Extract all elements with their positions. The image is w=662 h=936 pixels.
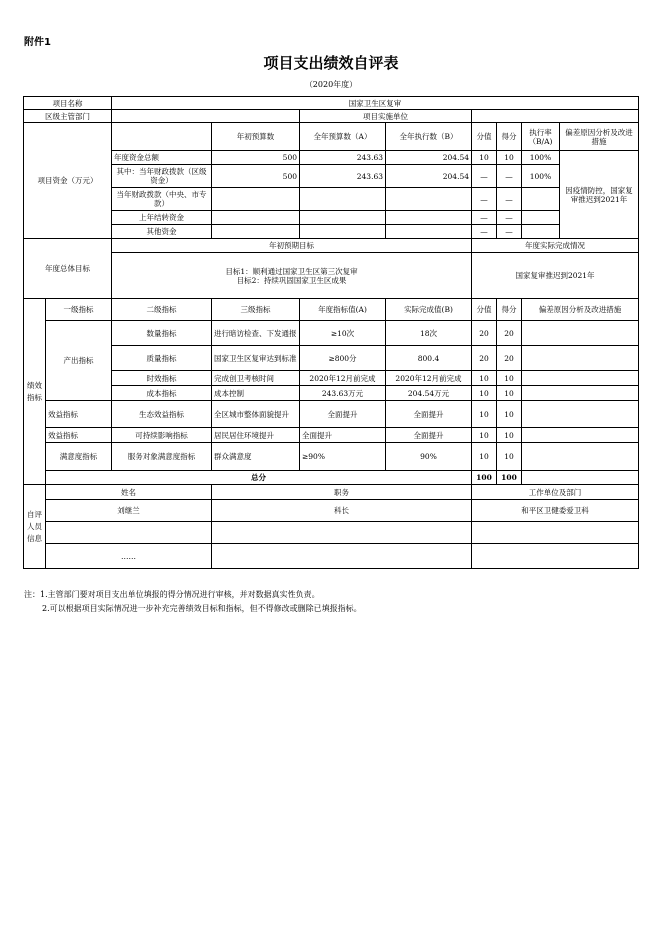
funds-row-value: — xyxy=(472,211,497,225)
eval-name: …… xyxy=(46,544,212,569)
funds-row-exec xyxy=(386,188,472,211)
funds-row-rate: 100% xyxy=(522,165,560,188)
ind-level3: 全区城市整体面貌提升 xyxy=(212,401,300,428)
ind-level3: 居民居住环境提升 xyxy=(212,428,300,443)
ind-score: 10 xyxy=(497,401,522,428)
attachment-label: 附件1 xyxy=(24,37,51,48)
funds-row-score: — xyxy=(497,165,522,188)
project-name-label: 项目名称 xyxy=(24,97,112,110)
ind-value: 10 xyxy=(472,428,497,443)
ind-level2: 服务对象满意度指标 xyxy=(112,443,212,471)
funds-header-initial: 年初预算数 xyxy=(212,123,300,151)
project-name-value: 国家卫生区复审 xyxy=(112,97,639,110)
goal-2: 目标2：持续巩固国家卫生区成果 xyxy=(236,275,347,285)
ind-value: 10 xyxy=(472,386,497,401)
dept-value xyxy=(112,110,300,123)
ind-target: 243.63万元 xyxy=(300,386,386,401)
eval-name: 刘继兰 xyxy=(46,500,212,522)
funds-row-value: 10 xyxy=(472,151,497,165)
eval-title xyxy=(212,522,472,544)
funds-row-rate xyxy=(522,225,560,239)
report-year: （2020年度） xyxy=(304,80,358,89)
eval-header-title: 职务 xyxy=(212,485,472,500)
ind-done: 18次 xyxy=(386,321,472,346)
eval-name xyxy=(46,522,212,544)
ind-value: 20 xyxy=(472,346,497,371)
funds-label: 项目资金（万元） xyxy=(24,123,112,239)
ind-level2: 数量指标 xyxy=(112,321,212,346)
funds-header-value: 分值 xyxy=(472,123,497,151)
eval-unit xyxy=(472,522,639,544)
funds-row-value: — xyxy=(472,225,497,239)
funds-row-initial xyxy=(212,211,300,225)
ind-header-reason: 偏差原因分析及改进措施 xyxy=(522,299,639,321)
eval-title xyxy=(212,544,472,569)
ind-level3: 完成创卫考核时间 xyxy=(212,371,300,386)
ind-done: 全面提升 xyxy=(386,428,472,443)
funds-row-score: — xyxy=(497,211,522,225)
funds-header-rate: 执行率（B/A) xyxy=(522,123,560,151)
funds-row-budget xyxy=(300,225,386,239)
goals-actual: 国家复审推迟到2021年 xyxy=(472,253,639,299)
ind-reason xyxy=(522,428,639,443)
funds-row-budget: 243.63 xyxy=(300,165,386,188)
ind-score: 10 xyxy=(497,386,522,401)
ind-target: 全面提升 xyxy=(300,401,386,428)
funds-row-score: — xyxy=(497,225,522,239)
funds-header-reason: 偏差原因分析及改进措施 xyxy=(560,123,639,151)
eval-header-unit: 工作单位及部门 xyxy=(472,485,639,500)
ind-level1: 效益指标 xyxy=(46,428,112,443)
funds-row-exec: 204.54 xyxy=(386,165,472,188)
ind-reason xyxy=(522,346,639,371)
ind-score: 20 xyxy=(497,321,522,346)
funds-row-budget xyxy=(300,211,386,225)
funds-row-rate xyxy=(522,188,560,211)
ind-done: 90% xyxy=(386,443,472,471)
ind-target: 2020年12月前完成 xyxy=(300,371,386,386)
funds-row-budget: 243.63 xyxy=(300,151,386,165)
funds-row-initial xyxy=(212,188,300,211)
evaluation-table xyxy=(23,96,639,569)
funds-row-budget xyxy=(300,188,386,211)
goals-expected-header: 年初预期目标 xyxy=(112,239,472,253)
funds-row-value: — xyxy=(472,188,497,211)
funds-header-score: 得分 xyxy=(497,123,522,151)
goal-1: 目标1：顺利通过国家卫生区第三次复审 xyxy=(225,266,358,276)
unit-value xyxy=(472,110,639,123)
total-value: 100 xyxy=(472,471,497,485)
page-title: 项目支出绩效自评表 xyxy=(263,54,399,72)
ind-done: 800.4 xyxy=(386,346,472,371)
ind-header-target: 年度指标值(A) xyxy=(300,299,386,321)
ind-header-level3: 三级指标 xyxy=(212,299,300,321)
funds-header-blank xyxy=(112,123,212,151)
ind-score: 10 xyxy=(497,443,522,471)
funds-row-initial: 500 xyxy=(212,165,300,188)
ind-level2: 生态效益指标 xyxy=(112,401,212,428)
funds-row-rate: 100% xyxy=(522,151,560,165)
ind-level3: 国家卫生区复审达到标准 xyxy=(212,346,300,371)
funds-reason: 因疫情防控，国家复审推迟到2021年 xyxy=(560,151,639,239)
funds-row-name: 年度资金总额 xyxy=(112,151,212,165)
funds-row-initial: 500 xyxy=(212,151,300,165)
ind-target: ≥10次 xyxy=(300,321,386,346)
funds-row-score: 10 xyxy=(497,151,522,165)
ind-value: 10 xyxy=(472,401,497,428)
ind-reason xyxy=(522,443,639,471)
funds-row-value: — xyxy=(472,165,497,188)
goals-expected-cell xyxy=(112,253,472,299)
dept-label: 区级主管部门 xyxy=(24,110,112,123)
eval-unit xyxy=(472,544,639,569)
total-label: 总分 xyxy=(46,471,472,485)
ind-level2: 质量指标 xyxy=(112,346,212,371)
evaluators-side-label: 自评人员信息 xyxy=(24,485,46,569)
note-2: 2.可以根据项目实际情况进一步补充完善绩效目标和指标，但不得修改或删除已填报指标。 xyxy=(42,604,362,613)
note-1: 注：1.主管部门要对项目支出单位填报的得分情况进行审核，并对数据真实性负责。 xyxy=(24,590,320,599)
total-reason xyxy=(522,471,639,485)
eval-header-name: 姓名 xyxy=(46,485,212,500)
funds-row-name: 当年财政拨款（中央、市专款） xyxy=(112,188,212,211)
ind-header-done: 实际完成值(B) xyxy=(386,299,472,321)
ind-level3: 进行暗访检查、下发通报 xyxy=(212,321,300,346)
funds-row-initial xyxy=(212,225,300,239)
eval-unit: 和平区卫健委爱卫科 xyxy=(472,500,639,522)
ind-header-level1: 一级指标 xyxy=(46,299,112,321)
total-score: 100 xyxy=(497,471,522,485)
ind-level3: 成本控制 xyxy=(212,386,300,401)
ind-reason xyxy=(522,371,639,386)
ind-value: 10 xyxy=(472,443,497,471)
indicators-side-label: 绩效指标 xyxy=(24,299,46,485)
ind-done: 204.54万元 xyxy=(386,386,472,401)
funds-row-exec xyxy=(386,211,472,225)
ind-done: 2020年12月前完成 xyxy=(386,371,472,386)
goals-actual-header: 年度实际完成情况 xyxy=(472,239,639,253)
ind-level1: 效益指标 xyxy=(46,401,112,428)
funds-header-exec: 全年执行数（B） xyxy=(386,123,472,151)
ind-target: ≥90% xyxy=(300,443,386,471)
ind-reason xyxy=(522,321,639,346)
funds-row-rate xyxy=(522,211,560,225)
ind-done: 全面提升 xyxy=(386,401,472,428)
ind-level2: 可持续影响指标 xyxy=(112,428,212,443)
notes xyxy=(24,588,362,616)
eval-title: 科长 xyxy=(212,500,472,522)
ind-target: 全面提升 xyxy=(300,428,386,443)
ind-level2: 时效指标 xyxy=(112,371,212,386)
funds-header-budget: 全年预算数（A） xyxy=(300,123,386,151)
funds-row-name: 上年结转资金 xyxy=(112,211,212,225)
ind-output-label: 产出指标 xyxy=(46,321,112,401)
ind-header-value: 分值 xyxy=(472,299,497,321)
ind-target: ≥800分 xyxy=(300,346,386,371)
funds-row-name: 其中：当年财政拨款（区级资金） xyxy=(112,165,212,188)
ind-header-level2: 二级指标 xyxy=(112,299,212,321)
ind-reason xyxy=(522,401,639,428)
ind-score: 20 xyxy=(497,346,522,371)
ind-score: 10 xyxy=(497,428,522,443)
goals-label: 年度总体目标 xyxy=(24,239,112,299)
ind-reason xyxy=(522,386,639,401)
ind-value: 20 xyxy=(472,321,497,346)
funds-row-name: 其他资金 xyxy=(112,225,212,239)
funds-row-exec: 204.54 xyxy=(386,151,472,165)
ind-level2: 成本指标 xyxy=(112,386,212,401)
ind-header-score: 得分 xyxy=(497,299,522,321)
ind-score: 10 xyxy=(497,371,522,386)
funds-row-exec xyxy=(386,225,472,239)
ind-value: 10 xyxy=(472,371,497,386)
funds-row-score: — xyxy=(497,188,522,211)
ind-level1: 满意度指标 xyxy=(46,443,112,471)
ind-level3: 群众满意度 xyxy=(212,443,300,471)
unit-label: 项目实施单位 xyxy=(300,110,472,123)
